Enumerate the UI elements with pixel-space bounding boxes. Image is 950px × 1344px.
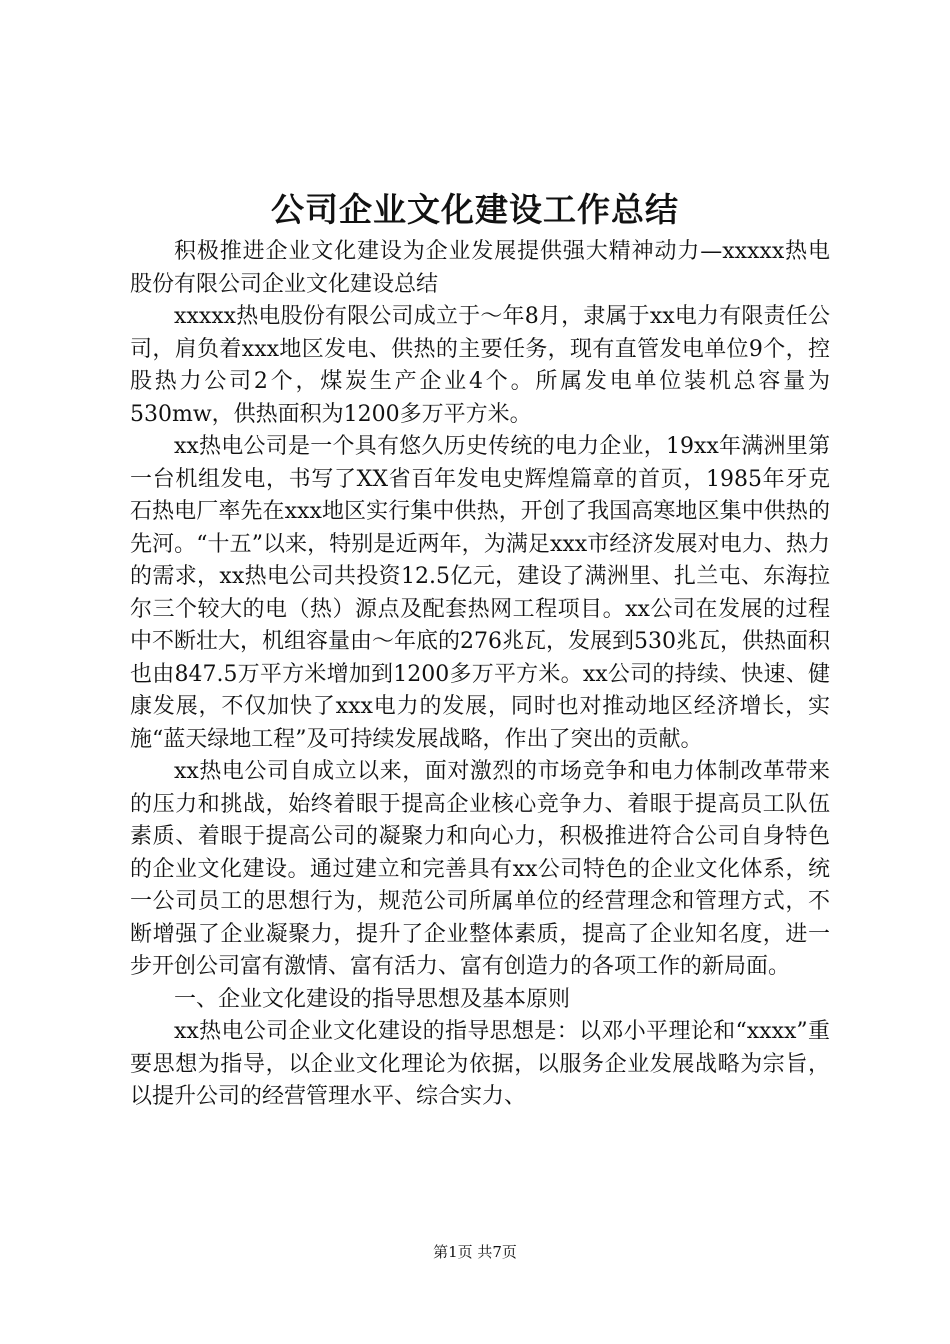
document-body (130, 236, 830, 1114)
paragraph-history: xx热电公司是一个具有悠久历史传统的电力企业，19xx年满洲里第一台机组发电，书写了XX省百年发电史辉煌篇章的首页，1985年牙克石热电厂率先在xxx地区实行集中供热，开创了我国高寒地区集中供热的先河。“十五”以来，特别是近两年，为满足xxx市经济发展对电力、热力的需求，xx热电公司共投资12.5亿元，建设了满洲里、扎兰屯、东海拉尔三个较大的电（热）源点及配套热网工程项目。xx公司在发展的过程中不断壮大，机组容量由～年底的276兆瓦，发展到530兆瓦，供热面积也由847.5万平方米增加到1200多万平方米。xx公司的持续、快速、健康发展，不仅加快了xxx电力的发展，同时也对推动地区经济增长，实施“蓝天绿地工程”及可持续发展战略，作出了突出的贡献。 (130, 434, 831, 752)
paragraph-culture-building: xx热电公司自成立以来，面对激烈的市场竞争和电力体制改革带来的压力和挑战，始终着眼于提高企业核心竞争力、着眼于提高员工队伍素质、着眼于提高公司的凝聚力和向心力，积极推进符合公司自身特色的企业文化建设。通过建立和完善具有xx公司特色的企业文化体系，统一公司员工的思想行为，规范公司所属单位的经营理念和管理方式，不断增强了企业凝聚力，提升了企业整体素质，提高了企业知名度，进一步开创公司富有激情、富有活力、富有创造力的各项工作的新局面。 (130, 759, 830, 979)
paragraph-company-overview: xxxxx热电股份有限公司成立于～年8月，隶属于xx电力有限责任公司，肩负着xxx地区发电、供热的主要任务，现有直管发电单位9个，控股热力公司2个，煤炭生产企业4个。所属发电单位装机总容量为530mw，供热面积为1200多万平方米。 (130, 304, 830, 427)
page-number-footer: 第1页 共7页 (433, 1243, 517, 1261)
section-heading: 一、企业文化建设的指导思想及基本原则 (174, 986, 571, 1012)
paragraph-guiding-ideology: xx热电公司企业文化建设的指导思想是：以邓小平理论和“xxxx”重要思想为指导，以企业文化理论为依据，以服务企业发展战略为宗旨，以提升公司的经营管理水平、综合实力、 (130, 1019, 830, 1109)
subtitle-paragraph: 积极推进企业文化建设为企业发展提供强大精神动力—xxxxx热电股份有限公司企业文化建设总结 (130, 239, 830, 297)
document-title: 公司企业文化建设工作总结 (271, 190, 679, 229)
